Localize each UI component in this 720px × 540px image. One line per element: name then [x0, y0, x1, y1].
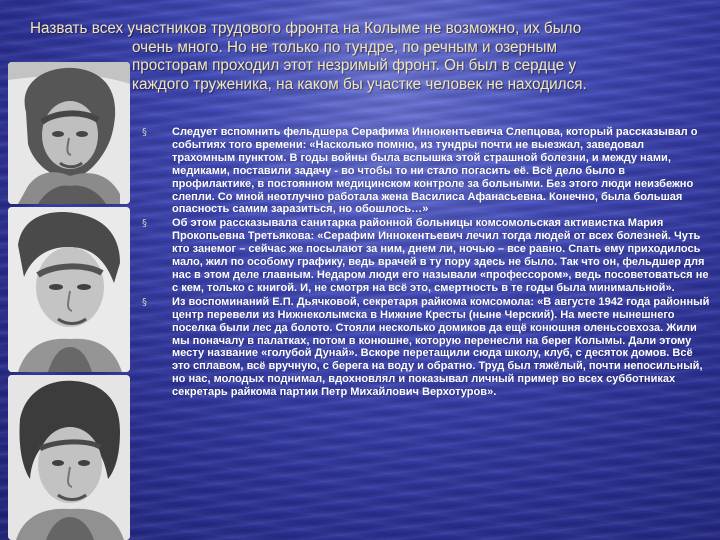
memoir-bullet-list: [140, 126, 710, 400]
photo-column: [8, 62, 130, 540]
portrait-photo-1: [8, 62, 130, 204]
bullet-marker-icon: §: [142, 218, 147, 230]
list-item: [140, 217, 710, 294]
bullet-text: Из воспоминаний Е.П. Дьячковой, секретаря райкома комсомола: «В августе 1942 года районный центр перевели из Нижнеколымска в Нижние Кресты (ныне Черский). На месте нынешнего поселка были лес да болото. Стояли несколько домиков да ещё конюшня оленьсовхоза. Жили мы поначалу в палатках, потом в конюшне, которую перенесли на берег Колымы. Дали этому месту название «голубой Дунай». Вскоре перетащили сюда школу, клуб, с десяток домов. Всё это сплавом, всё вручную, с берега на воду и обратно. Труд был тяжёлый, почти непосильный, но нас, молодых поднимал, вдохновлял и показывал личный пример во всех субботниках секретарь райкома партии Петр Михайлович Верхотуров».: [172, 295, 710, 399]
title-line-4: каждого труженика, на каком бы участке человек не находился.: [132, 75, 587, 93]
list-item: [140, 296, 710, 399]
title-line-2: очень много. Но не только по тундре, по речным и озерным: [132, 38, 557, 56]
title-line-1: Назвать всех участников трудового фронта на Колыме не возможно, их было: [30, 20, 582, 37]
portrait-photo-woman-3-icon: [8, 375, 130, 540]
list-item: [140, 126, 710, 216]
portrait-photo-woman-2-icon: [8, 207, 130, 372]
portrait-photo-woman-1-icon: [8, 62, 130, 204]
bullet-text: Об этом рассказывала санитарка районной больницы комсомольская активистка Мария Прокопьевна Третьякова: «Серафим Иннокентьевич лечил тогда людей от всех болезней. Чуть кто занемог – сейчас же посылают за ним, днем ли, ночью – все равно. Спать ему приходилось мало, жил по особому графику, ведь врачей в ту пору здесь не было. Так что он, фельдшер для нас в этом деле главным. Недаром люди его называли «профессором», ведь посоветоваться не с кем, только с книгой. И, не смотря на всё это, смертность в те годы была минимальной».: [172, 217, 709, 294]
bullet-marker-icon: §: [142, 127, 147, 138]
portrait-photo-2: [8, 207, 130, 372]
portrait-photo-3: [8, 375, 130, 540]
bullet-text: Следует вспомнить фельдшера Серафима Иннокентьевича Слепцова, который рассказывал о событиях того времени: «Насколько помню, из тундры почти не выезжал, заведовал трахомным пунктом. В годы войны была вспышка этой страшной болезни, и между нами, медиками, поставили задачу - во чтобы то ни стало погасить её. Всё дело было в профилактике, в постоянном медицинском контроле за больными. Без этого люди неизбежно слепли. Со мной неотлучно работала жена Василиса Афанасьевна. Конечно, была большая опасность самим заразиться, но обошлось…»: [172, 126, 698, 216]
bullet-marker-icon: §: [142, 296, 147, 308]
title-line-3: просторам проходил этот незримый фронт. Он был в сердце у: [132, 57, 577, 75]
